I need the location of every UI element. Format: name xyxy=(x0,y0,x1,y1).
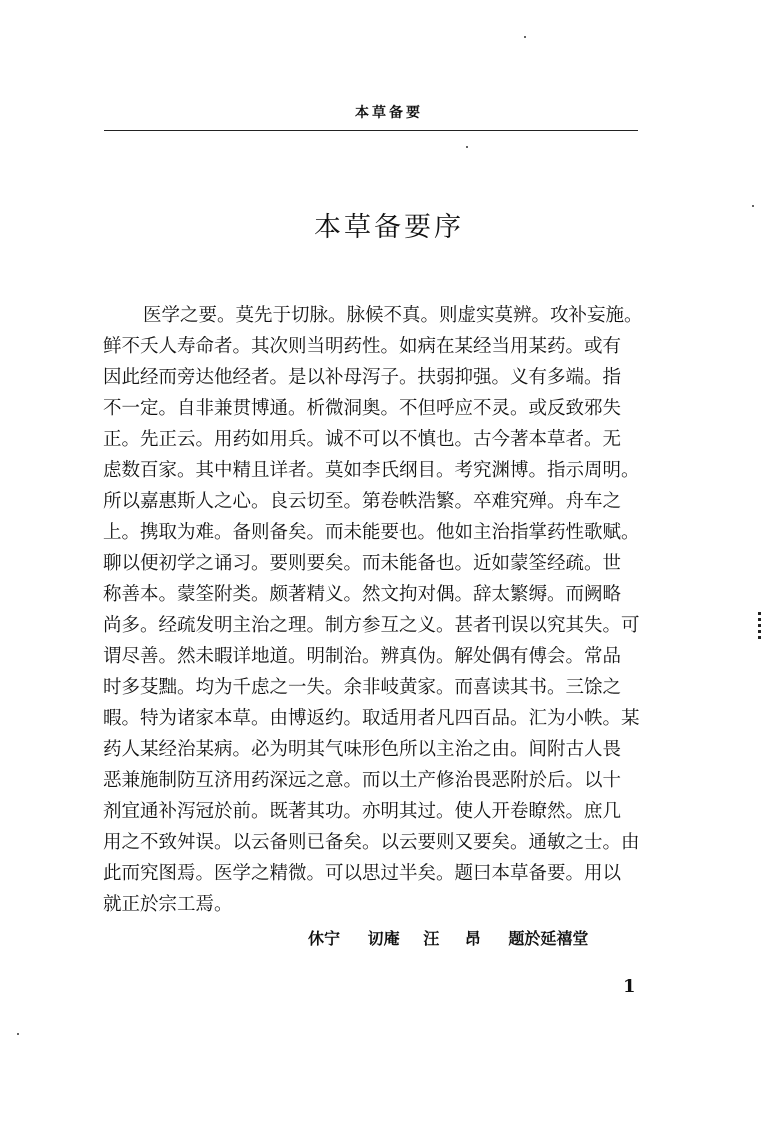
scan-bleed-mark xyxy=(758,612,761,640)
body-line: 虑数百家。其中精且详者。莫如李氏纲目。考究渊博。指示周明。 xyxy=(103,460,640,481)
body-line: 因此经而旁达他经者。是以补母泻子。扶弱抑强。义有多端。指 xyxy=(103,367,622,388)
signature-art-name: 讱庵 xyxy=(367,929,400,948)
body-line: 医学之要。莫先于切脉。脉候不真。则虚实莫辨。攻补妄施。 xyxy=(143,305,643,326)
scan-speck xyxy=(524,36,526,38)
body-line: 鲜不夭人寿命者。其次则当明药性。如病在某经当用某药。或有 xyxy=(103,336,622,357)
body-line: 聊以便初学之诵习。要则要矣。而未能备也。近如蒙筌经疏。世 xyxy=(103,553,622,574)
body-line: 称善本。蒙筌附类。颇著精义。然文拘对偶。辞太繁缛。而阙略 xyxy=(103,584,622,605)
body-line: 用之不致舛误。以云备则已备矣。以云要则又要矣。通敏之士。由 xyxy=(103,832,640,853)
body-line: 正。先正云。用药如用兵。诚不可以不慎也。古今著本草者。无 xyxy=(103,429,622,450)
signature-given-name: 昂 xyxy=(464,929,481,948)
body-line: 尚多。经疏发明主治之理。制方参互之义。甚者刊误以究其失。可 xyxy=(103,615,640,636)
scan-speck xyxy=(17,1033,19,1035)
signature-inscription: 题於延禧堂 xyxy=(508,929,589,948)
body-line: 上。携取为难。备则备矣。而未能要也。他如主治指掌药性歌赋。 xyxy=(103,522,640,543)
body-line: 不一定。自非兼贯博通。析微洞奥。不但呼应不灵。或反致邪失 xyxy=(103,398,622,419)
scan-speck xyxy=(752,205,754,207)
body-line: 就正於宗工焉。 xyxy=(103,894,233,915)
body-line: 剂宜通补泻冠於前。既著其功。亦明其过。使人开卷瞭然。庶几 xyxy=(103,801,622,822)
body-line: 谓尽善。然未暇详地道。明制治。辨真伪。解处偶有傅会。常品 xyxy=(103,646,622,667)
signature-place: 休宁 xyxy=(308,929,341,948)
signature-surname: 汪 xyxy=(423,929,440,948)
body-line: 药人某经治某病。必为明其气味形色所以主治之由。间附古人畏 xyxy=(103,739,622,760)
page-number: 1 xyxy=(623,976,636,997)
header-rule xyxy=(104,130,638,131)
body-line: 暇。特为诸家本草。由博返约。取适用者凡四百品。汇为小帙。某 xyxy=(103,708,640,729)
scan-speck xyxy=(466,146,468,148)
body-line: 此而究图焉。医学之精微。可以思过半矣。题曰本草备要。用以 xyxy=(103,863,622,884)
preface-body xyxy=(103,300,659,920)
running-head: 本草备要 xyxy=(355,105,423,121)
preface-title: 本草备要序 xyxy=(314,212,464,243)
body-line: 时多芟黜。均为千虑之一失。余非岐黄家。而喜读其书。三馀之 xyxy=(103,677,622,698)
body-line: 恶兼施制防互济用药深远之意。而以土产修治畏恶附於后。以十 xyxy=(103,770,622,791)
author-signature xyxy=(308,926,588,949)
body-line: 所以嘉惠斯人之心。良云切至。第卷帙浩繁。卒难究殚。舟车之 xyxy=(103,491,622,512)
